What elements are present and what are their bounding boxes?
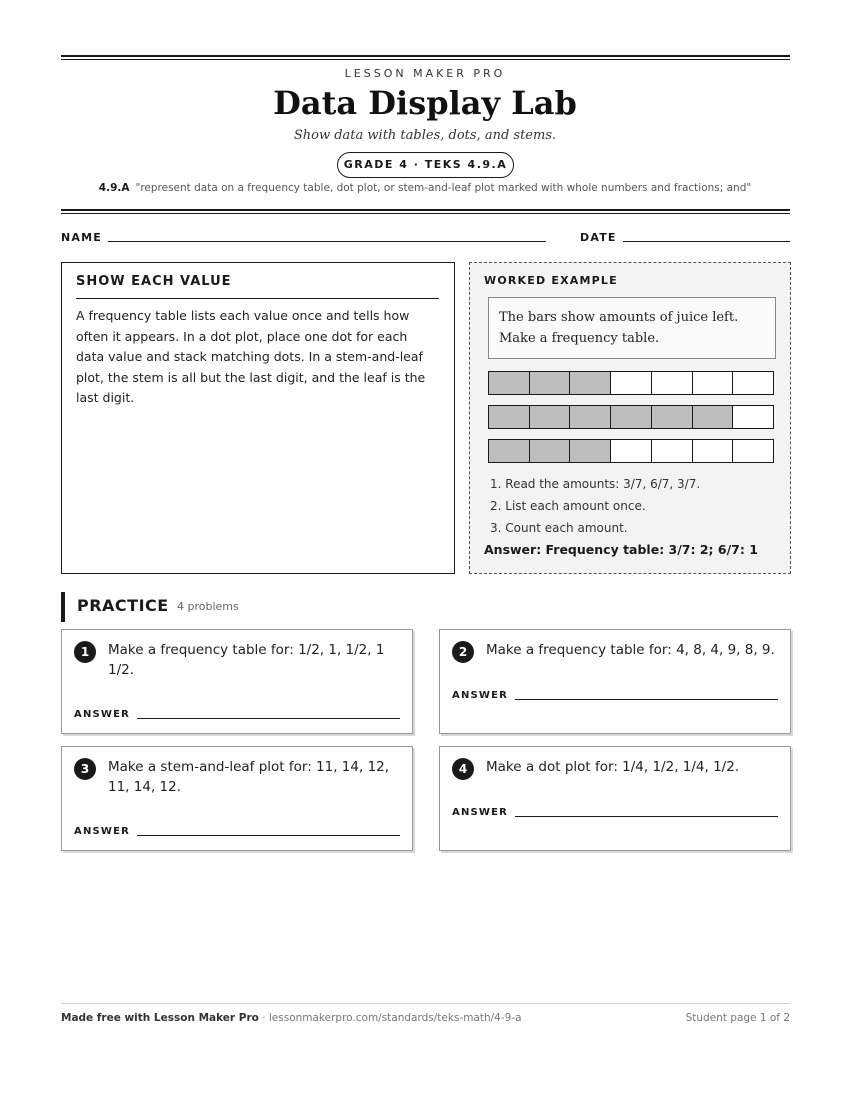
bar-segment-filled <box>489 372 530 394</box>
date-label: DATE <box>580 231 617 244</box>
step-item: 3. Count each amount. <box>490 521 628 535</box>
step-item: 1. Read the amounts: 3/7, 6/7, 3/7. <box>490 477 701 491</box>
bar-segment-filled <box>652 406 693 428</box>
standard-text: "represent data on a frequency table, dot plot, or stem-and-leaf plot marked with whole numbers and fractions; and" <box>135 182 752 194</box>
show-each-value-heading: SHOW EACH VALUE <box>76 274 232 289</box>
answer-field[interactable] <box>515 816 778 817</box>
footer-page-number: Student page 1 of 2 <box>685 1012 790 1024</box>
answer-label: ANSWER <box>74 709 131 720</box>
worked-example-prompt <box>488 297 776 359</box>
problem-card-4 <box>439 746 791 851</box>
answer-label: ANSWER <box>452 690 509 701</box>
bar-segment-filled <box>570 440 611 462</box>
answer-label: ANSWER <box>74 826 131 837</box>
fraction-bar-2 <box>488 405 774 429</box>
answer-field[interactable] <box>137 835 400 836</box>
footer-credit <box>61 1012 522 1024</box>
date-field[interactable] <box>623 241 790 242</box>
worked-example-heading: WORKED EXAMPLE <box>484 274 618 287</box>
bar-segment-filled <box>530 440 571 462</box>
footer-url[interactable]: · lessonmakerpro.com/standards/teks-math/4-9-a <box>258 1012 522 1024</box>
bar-segment-filled <box>530 372 571 394</box>
practice-count: 4 problems <box>177 600 239 613</box>
worked-example-panel <box>469 262 791 574</box>
standard-code: 4.9.A <box>98 182 130 194</box>
bar-segment-filled <box>489 440 530 462</box>
bar-segment-filled <box>530 406 571 428</box>
problem-question: Make a frequency table for: 4, 8, 4, 9, 8, 9. <box>486 642 775 658</box>
panel-divider <box>76 298 439 299</box>
fraction-bars <box>488 371 774 473</box>
grade-badge: GRADE 4 · TEKS 4.9.A <box>337 152 514 178</box>
problem-number: 3 <box>74 758 96 780</box>
answer-field[interactable] <box>137 718 400 719</box>
brand-label: LESSON MAKER PRO <box>344 67 506 80</box>
bar-segment-empty <box>611 372 652 394</box>
worked-example-answer: Answer: Frequency table: 3/7: 2; 6/7: 1 <box>484 542 758 557</box>
bar-segment-empty <box>652 440 693 462</box>
show-each-value-panel <box>61 262 455 574</box>
worked-example-steps <box>490 473 700 539</box>
problem-number: 4 <box>452 758 474 780</box>
practice-heading: PRACTICE <box>77 596 169 615</box>
prompt-line-2: Make a frequency table. <box>499 331 660 346</box>
problem-question: Make a stem-and-leaf plot for: 11, 14, 12, 11, 14, 12. <box>108 759 390 795</box>
step-item: 2. List each amount once. <box>490 499 646 513</box>
footer-divider <box>61 1003 790 1004</box>
name-label: NAME <box>61 231 102 244</box>
bar-segment-filled <box>693 406 734 428</box>
fraction-bar-1 <box>488 371 774 395</box>
problem-card-2 <box>439 629 791 734</box>
standard-statement <box>0 182 850 194</box>
bar-segment-filled <box>570 372 611 394</box>
bar-segment-empty <box>652 372 693 394</box>
bar-segment-empty <box>733 372 773 394</box>
name-field[interactable] <box>108 241 546 242</box>
bar-segment-empty <box>733 406 773 428</box>
problem-number: 1 <box>74 641 96 663</box>
problem-question: Make a dot plot for: 1/4, 1/2, 1/4, 1/2. <box>486 759 740 775</box>
header-bottom-rule <box>61 209 790 214</box>
bar-segment-filled <box>611 406 652 428</box>
practice-accent-bar <box>61 592 65 622</box>
problem-number: 2 <box>452 641 474 663</box>
answer-field[interactable] <box>515 699 778 700</box>
bar-segment-filled <box>570 406 611 428</box>
fraction-bar-3 <box>488 439 774 463</box>
bar-segment-filled <box>489 406 530 428</box>
problem-question: Make a frequency table for: 1/2, 1, 1/2, 1 1/2. <box>108 642 385 678</box>
bar-segment-empty <box>693 372 734 394</box>
bar-segment-empty <box>693 440 734 462</box>
page-title: Data Display Lab <box>273 84 577 122</box>
footer-made-with: Made free with Lesson Maker Pro <box>61 1012 259 1024</box>
bar-segment-empty <box>611 440 652 462</box>
prompt-line-1: The bars show amounts of juice left. <box>499 310 739 325</box>
problem-card-3 <box>61 746 413 851</box>
bar-segment-empty <box>733 440 773 462</box>
page-subtitle: Show data with tables, dots, and stems. <box>293 128 557 143</box>
top-double-rule <box>61 55 790 60</box>
answer-label: ANSWER <box>452 807 509 818</box>
problem-card-1 <box>61 629 413 734</box>
show-each-value-body: A frequency table lists each value once and tells how often it appears. In a dot plot, place one dot for each data value and stack matching dots. In a stem-and-leaf plot, the stem is all but the last digit, and the leaf is the last digit. <box>76 308 426 405</box>
